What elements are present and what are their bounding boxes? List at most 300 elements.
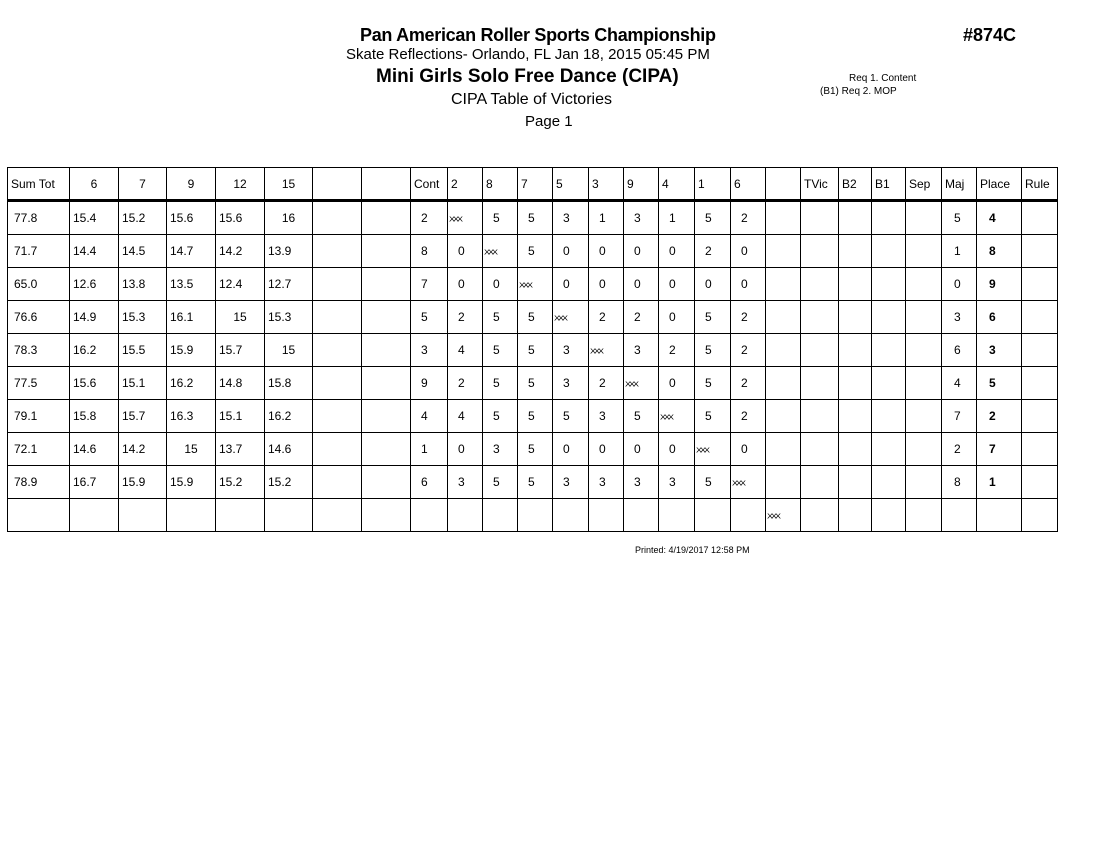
table-cell: 5: [483, 466, 518, 499]
table-cell: [119, 499, 167, 532]
requirement-1: Req 1. Content: [849, 73, 917, 84]
place-cell: 5: [977, 367, 1022, 400]
table-cell: 15.1: [119, 367, 167, 400]
table-cell: 0: [448, 268, 483, 301]
table-cell: 3: [448, 466, 483, 499]
table-cell: [313, 334, 362, 367]
table-cell: 0: [942, 268, 977, 301]
table-row: [8, 433, 1058, 466]
table-cell: 5: [695, 301, 731, 334]
table-cell: [872, 268, 906, 301]
column-header: 3: [589, 168, 624, 201]
table-cell: 2: [731, 334, 766, 367]
column-header: 4: [659, 168, 695, 201]
table-cell: 5: [695, 466, 731, 499]
column-header: 1: [695, 168, 731, 201]
column-header: 7: [119, 168, 167, 201]
table-cell: [1022, 499, 1058, 532]
table-cell: 3: [553, 466, 589, 499]
table-cell: 9: [411, 367, 448, 400]
table-cell: 2: [731, 400, 766, 433]
table-cell: [731, 466, 766, 499]
table-cell: [1022, 334, 1058, 367]
table-cell: 12.7: [265, 268, 313, 301]
table-cell: [801, 201, 839, 235]
table-cell: 15.9: [167, 334, 216, 367]
table-cell: [167, 499, 216, 532]
table-cell: 5: [695, 400, 731, 433]
self-comparison-mark: XXX: [696, 446, 709, 454]
table-cell: [731, 499, 766, 532]
table-cell: [362, 235, 411, 268]
table-cell: 0: [448, 235, 483, 268]
table-cell: 5: [695, 334, 731, 367]
table-cell: 0: [589, 268, 624, 301]
table-cell: 15.8: [265, 367, 313, 400]
place-cell: 7: [977, 433, 1022, 466]
table-cell: [362, 433, 411, 466]
column-header: Sep: [906, 168, 942, 201]
table-cell: [872, 301, 906, 334]
table-cell: 1: [411, 433, 448, 466]
table-cell: 5: [695, 367, 731, 400]
table-cell: 0: [659, 235, 695, 268]
column-header: 2: [448, 168, 483, 201]
table-cell: [766, 235, 801, 268]
table-cell: 14.9: [70, 301, 119, 334]
table-cell: [801, 367, 839, 400]
table-cell: 76.6: [8, 301, 70, 334]
table-cell: 0: [659, 301, 695, 334]
event-number: #874C: [963, 25, 1017, 45]
table-cell: 15.9: [167, 466, 216, 499]
table-cell: [1022, 433, 1058, 466]
table-cell: 3: [553, 367, 589, 400]
table-cell: 12.6: [70, 268, 119, 301]
event-name: Mini Girls Solo Free Dance (CIPA): [376, 66, 679, 87]
printed-timestamp: Printed: 4/19/2017 12:58 PM: [635, 545, 750, 555]
table-cell: [766, 433, 801, 466]
table-cell: [906, 433, 942, 466]
table-cell: [801, 268, 839, 301]
table-cell: 4: [448, 334, 483, 367]
self-comparison-mark: XXX: [484, 248, 497, 256]
table-cell: 3: [553, 334, 589, 367]
requirement-2: (B1) Req 2. MOP: [820, 86, 897, 97]
self-comparison-mark: XXX: [449, 215, 462, 223]
table-cell: 16: [265, 201, 313, 235]
table-cell: 14.4: [70, 235, 119, 268]
table-cell: [265, 499, 313, 532]
table-cell: 3: [624, 466, 659, 499]
table-cell: 7: [942, 400, 977, 433]
table-cell: 15.2: [119, 201, 167, 235]
column-header: [362, 168, 411, 201]
table-cell: [906, 499, 942, 532]
table-cell: 0: [659, 367, 695, 400]
table-cell: [766, 367, 801, 400]
place-cell: 4: [977, 201, 1022, 235]
table-cell: [313, 499, 362, 532]
column-header: 6: [70, 168, 119, 201]
table-cell: [839, 301, 872, 334]
table-cell: 14.2: [119, 433, 167, 466]
table-cell: 15.6: [167, 201, 216, 235]
table-cell: [839, 433, 872, 466]
table-cell: [766, 400, 801, 433]
table-cell: [1022, 268, 1058, 301]
table-cell: [942, 499, 977, 532]
table-cell: 5: [483, 334, 518, 367]
table-row: [8, 400, 1058, 433]
table-cell: 0: [589, 433, 624, 466]
table-cell: [695, 499, 731, 532]
column-header: 7: [518, 168, 553, 201]
table-row: [8, 268, 1058, 301]
table-cell: 12.4: [216, 268, 265, 301]
column-header: Rule: [1022, 168, 1058, 201]
table-cell: 5: [518, 400, 553, 433]
column-header: B2: [839, 168, 872, 201]
place-cell: 2: [977, 400, 1022, 433]
table-row: [8, 334, 1058, 367]
table-cell: 15.8: [70, 400, 119, 433]
table-cell: [906, 367, 942, 400]
table-row: [8, 499, 1058, 532]
table-cell: 77.5: [8, 367, 70, 400]
table-cell: 15: [167, 433, 216, 466]
table-cell: 16.1: [167, 301, 216, 334]
table-cell: [362, 466, 411, 499]
table-cell: 0: [553, 433, 589, 466]
table-cell: 16.3: [167, 400, 216, 433]
column-header: 5: [553, 168, 589, 201]
table-cell: 0: [731, 433, 766, 466]
table-cell: 14.5: [119, 235, 167, 268]
table-cell: [313, 201, 362, 235]
table-cell: [766, 201, 801, 235]
table-cell: 16.7: [70, 466, 119, 499]
table-of-victories: [7, 167, 1058, 532]
table-cell: [313, 367, 362, 400]
table-cell: [906, 301, 942, 334]
table-cell: [313, 400, 362, 433]
table-cell: [872, 235, 906, 268]
table-cell: 1: [589, 201, 624, 235]
report-subtitle: CIPA Table of Victories: [451, 91, 612, 108]
table-cell: [1022, 235, 1058, 268]
self-comparison-mark: XXX: [519, 281, 532, 289]
table-cell: 3: [624, 201, 659, 235]
table-cell: 0: [589, 235, 624, 268]
column-header: 8: [483, 168, 518, 201]
column-header: B1: [872, 168, 906, 201]
table-cell: 15.7: [216, 334, 265, 367]
column-header: 12: [216, 168, 265, 201]
place-cell: [977, 499, 1022, 532]
column-header: 9: [167, 168, 216, 201]
table-cell: [518, 499, 553, 532]
table-cell: [906, 466, 942, 499]
table-cell: [766, 334, 801, 367]
table-cell: 4: [411, 400, 448, 433]
table-cell: 5: [483, 400, 518, 433]
table-cell: 2: [411, 201, 448, 235]
table-cell: 2: [731, 367, 766, 400]
table-cell: [8, 499, 70, 532]
table-cell: 2: [695, 235, 731, 268]
table-cell: 2: [589, 367, 624, 400]
table-cell: 5: [518, 367, 553, 400]
table-cell: 2: [589, 301, 624, 334]
table-cell: [906, 400, 942, 433]
table-cell: [313, 433, 362, 466]
table-cell: 3: [411, 334, 448, 367]
table-cell: 1: [942, 235, 977, 268]
table-cell: 0: [553, 268, 589, 301]
table-cell: [906, 235, 942, 268]
table-cell: [801, 466, 839, 499]
table-cell: 14.7: [167, 235, 216, 268]
table-cell: [448, 499, 483, 532]
table-cell: [483, 499, 518, 532]
self-comparison-mark: XXX: [554, 314, 567, 322]
table-cell: 13.7: [216, 433, 265, 466]
table-cell: 15.7: [119, 400, 167, 433]
table-cell: [801, 499, 839, 532]
column-header: Sum Tot: [8, 168, 70, 201]
table-row: [8, 367, 1058, 400]
table-cell: 2: [448, 367, 483, 400]
table-cell: 0: [695, 268, 731, 301]
table-cell: [872, 367, 906, 400]
table-cell: 0: [659, 433, 695, 466]
table-cell: 3: [624, 334, 659, 367]
table-row: [8, 201, 1058, 235]
table-row: [8, 301, 1058, 334]
table-cell: 14.6: [70, 433, 119, 466]
place-cell: 8: [977, 235, 1022, 268]
table-cell: [624, 499, 659, 532]
column-header: 15: [265, 168, 313, 201]
page-number: Page 1: [525, 113, 573, 130]
table-cell: 15.2: [216, 466, 265, 499]
table-cell: 14.8: [216, 367, 265, 400]
table-cell: [553, 301, 589, 334]
table-cell: [1022, 466, 1058, 499]
self-comparison-mark: XXX: [767, 512, 780, 520]
table-cell: 2: [448, 301, 483, 334]
table-cell: 2: [624, 301, 659, 334]
table-cell: [362, 334, 411, 367]
table-cell: 13.9: [265, 235, 313, 268]
table-cell: [70, 499, 119, 532]
table-cell: [1022, 367, 1058, 400]
table-cell: 5: [518, 301, 553, 334]
table-cell: 15: [216, 301, 265, 334]
championship-title: Pan American Roller Sports Championship: [360, 25, 716, 45]
table-cell: [872, 334, 906, 367]
column-header: 6: [731, 168, 766, 201]
table-cell: [801, 235, 839, 268]
table-cell: [659, 499, 695, 532]
table-row: [8, 466, 1058, 499]
table-cell: 3: [942, 301, 977, 334]
table-cell: 0: [624, 235, 659, 268]
table-cell: 0: [483, 268, 518, 301]
table-cell: [801, 433, 839, 466]
place-cell: 6: [977, 301, 1022, 334]
table-cell: 5: [518, 334, 553, 367]
table-cell: [839, 334, 872, 367]
table-cell: [872, 433, 906, 466]
table-cell: 15.9: [119, 466, 167, 499]
table-cell: 15.5: [119, 334, 167, 367]
table-cell: 72.1: [8, 433, 70, 466]
table-cell: 4: [942, 367, 977, 400]
table-cell: [313, 466, 362, 499]
table-cell: 2: [659, 334, 695, 367]
table-cell: [839, 466, 872, 499]
table-cell: 77.8: [8, 201, 70, 235]
self-comparison-mark: XXX: [732, 479, 745, 487]
table-cell: [839, 499, 872, 532]
table-cell: 5: [483, 301, 518, 334]
table-cell: [483, 235, 518, 268]
table-cell: [766, 268, 801, 301]
table-cell: 16.2: [265, 400, 313, 433]
table-cell: [839, 268, 872, 301]
table-cell: [839, 400, 872, 433]
table-cell: [906, 201, 942, 235]
table-cell: [518, 268, 553, 301]
table-cell: [362, 367, 411, 400]
table-cell: 13.8: [119, 268, 167, 301]
table-cell: 65.0: [8, 268, 70, 301]
table-cell: 5: [553, 400, 589, 433]
table-cell: [766, 301, 801, 334]
table-cell: 2: [731, 201, 766, 235]
table-cell: 5: [518, 235, 553, 268]
table-cell: 15.4: [70, 201, 119, 235]
column-header: [313, 168, 362, 201]
table-cell: 3: [483, 433, 518, 466]
table-cell: 5: [411, 301, 448, 334]
table-cell: 16.2: [167, 367, 216, 400]
table-cell: [362, 400, 411, 433]
column-header: Maj: [942, 168, 977, 201]
self-comparison-mark: XXX: [590, 347, 603, 355]
self-comparison-mark: XXX: [660, 413, 673, 421]
table-cell: 14.2: [216, 235, 265, 268]
self-comparison-mark: XXX: [625, 380, 638, 388]
table-cell: 0: [731, 268, 766, 301]
table-cell: 78.3: [8, 334, 70, 367]
table-cell: 0: [624, 433, 659, 466]
table-cell: 5: [483, 367, 518, 400]
column-header: Place: [977, 168, 1022, 201]
table-cell: 0: [448, 433, 483, 466]
table-cell: 4: [448, 400, 483, 433]
table-cell: [801, 334, 839, 367]
place-cell: 3: [977, 334, 1022, 367]
table-cell: 78.9: [8, 466, 70, 499]
table-cell: [839, 367, 872, 400]
place-cell: 1: [977, 466, 1022, 499]
table-cell: 1: [659, 201, 695, 235]
table-cell: [362, 201, 411, 235]
table-cell: 15.6: [216, 201, 265, 235]
table-cell: 3: [659, 466, 695, 499]
table-cell: [801, 400, 839, 433]
table-cell: [839, 235, 872, 268]
table-cell: 6: [411, 466, 448, 499]
table-cell: [766, 466, 801, 499]
column-header: 9: [624, 168, 659, 201]
table-cell: 7: [411, 268, 448, 301]
table-cell: [872, 466, 906, 499]
table-cell: [624, 367, 659, 400]
table-cell: 79.1: [8, 400, 70, 433]
table-cell: [1022, 301, 1058, 334]
table-cell: 8: [942, 466, 977, 499]
table-cell: 5: [518, 433, 553, 466]
table-cell: [553, 499, 589, 532]
table-cell: 14.6: [265, 433, 313, 466]
table-cell: [801, 301, 839, 334]
table-cell: 0: [731, 235, 766, 268]
table-cell: 3: [589, 466, 624, 499]
table-cell: 15.3: [119, 301, 167, 334]
table-cell: [839, 201, 872, 235]
table-cell: [766, 499, 801, 532]
column-header: Cont: [411, 168, 448, 201]
table-cell: [362, 499, 411, 532]
table-cell: 15.1: [216, 400, 265, 433]
table-cell: 0: [553, 235, 589, 268]
table-cell: 5: [695, 201, 731, 235]
table-cell: 5: [624, 400, 659, 433]
table-cell: 5: [518, 466, 553, 499]
table-cell: 2: [942, 433, 977, 466]
table-cell: 5: [518, 201, 553, 235]
table-cell: [313, 268, 362, 301]
table-cell: 15: [265, 334, 313, 367]
table-cell: [659, 400, 695, 433]
table-cell: [906, 268, 942, 301]
table-cell: [695, 433, 731, 466]
table-cell: 8: [411, 235, 448, 268]
table-cell: [872, 201, 906, 235]
table-row: [8, 235, 1058, 268]
header-row: [8, 168, 1058, 201]
table-cell: [362, 268, 411, 301]
table-cell: 15.6: [70, 367, 119, 400]
table-cell: [872, 499, 906, 532]
table-cell: 0: [624, 268, 659, 301]
column-header: TVic: [801, 168, 839, 201]
table-cell: 16.2: [70, 334, 119, 367]
table-cell: 6: [942, 334, 977, 367]
place-cell: 9: [977, 268, 1022, 301]
table-cell: 5: [483, 201, 518, 235]
table-cell: 5: [942, 201, 977, 235]
table-cell: 2: [731, 301, 766, 334]
table-cell: 3: [589, 400, 624, 433]
table-cell: [362, 301, 411, 334]
table-cell: [216, 499, 265, 532]
table-cell: [313, 301, 362, 334]
